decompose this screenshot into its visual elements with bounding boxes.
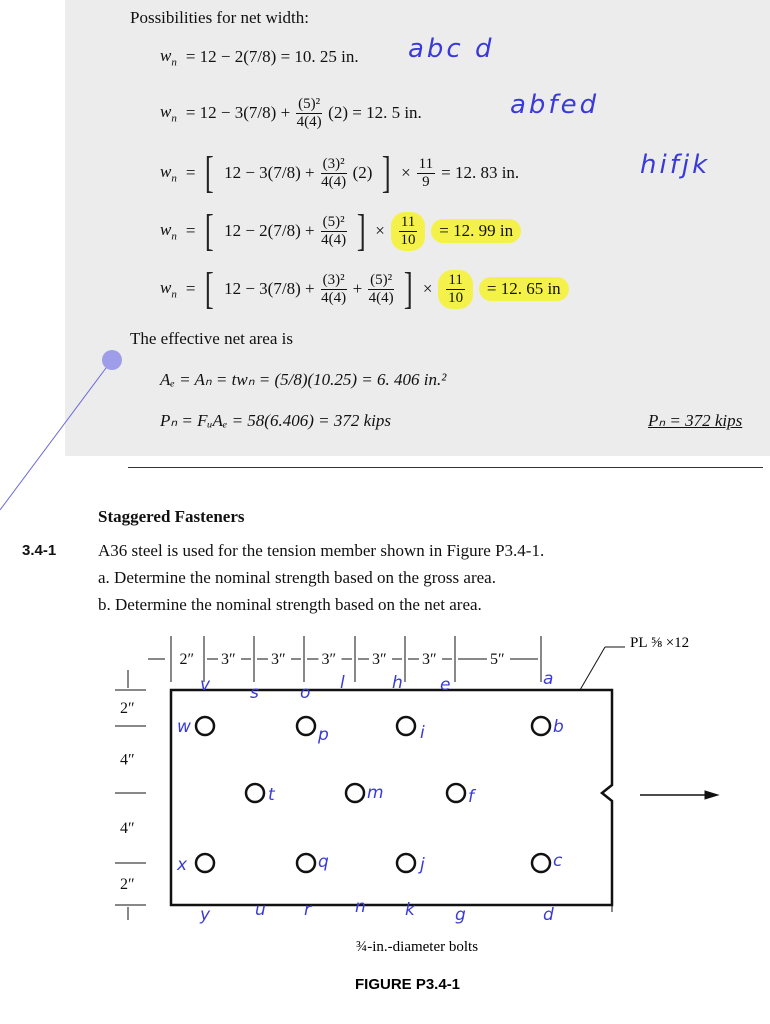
bolt-hole — [447, 784, 465, 802]
denominator: 4(4) — [321, 231, 347, 248]
numerator: (5)² — [322, 213, 345, 230]
handwritten-label: w — [177, 717, 191, 737]
bracket: [ — [205, 148, 215, 197]
horizontal-dimension: 3″ — [221, 651, 236, 668]
equation-text: (2) — [352, 163, 373, 182]
horizontal-dimension: 5″ — [490, 651, 505, 668]
denominator: 4(4) — [296, 113, 322, 130]
handwritten-label: j — [420, 855, 425, 875]
vertical-dimension: 4″ — [120, 820, 135, 837]
numerator: 11 — [448, 271, 463, 288]
bolt-hole — [297, 717, 315, 735]
handwritten-note: abc d — [408, 34, 495, 64]
denominator: 9 — [422, 173, 430, 190]
equation-lhs: $w_n$ — [160, 101, 177, 125]
bolt-hole — [297, 854, 315, 872]
equation-text: × — [401, 163, 411, 182]
highlighted-result: = 12. 65 in — [479, 277, 569, 301]
bracket: ] — [382, 148, 392, 197]
handwritten-label: h — [392, 673, 403, 693]
handwritten-label: k — [405, 900, 415, 920]
equation-text: + — [352, 279, 363, 298]
handwritten-note: hifjk — [640, 150, 711, 180]
handwritten-labels — [176, 669, 564, 925]
equation-text: × — [422, 279, 433, 298]
equation-text: = — [185, 163, 196, 182]
bolt-hole — [532, 717, 550, 735]
nominal-strength-equation: Pₙ = FᵤAₑ = 58(6.406) = 372 kips — [160, 411, 391, 430]
equation-text: × — [375, 221, 385, 240]
numerator: 11 — [400, 213, 416, 230]
problem-number: 3.4-1 — [22, 542, 57, 559]
equation-text: = 12 − 3(7/8) + — [185, 103, 291, 122]
plate-outline — [171, 690, 612, 905]
horizontal-dimension: 3″ — [321, 651, 337, 668]
handwritten-label: c — [553, 851, 563, 871]
tension-arrowhead — [705, 791, 718, 799]
equation-text: = — [185, 279, 196, 298]
plate-leader — [580, 647, 605, 690]
horizontal-dimension: 3″ — [372, 651, 387, 668]
handwritten-label: p — [318, 725, 329, 745]
vertical-dimension: 2″ — [120, 876, 135, 893]
handwritten-label: e — [440, 675, 451, 695]
numerator: (3)² — [322, 271, 345, 288]
denominator: 10 — [448, 289, 464, 306]
effective-area-equation: Aₑ = Aₙ = twₙ = (5/8)(10.25) = 6. 406 in.² — [160, 370, 447, 389]
handwritten-label: q — [318, 852, 329, 872]
nominal-strength-answer: Pₙ = 372 kips — [648, 411, 743, 430]
handwritten-label: s — [250, 683, 259, 703]
bracket: [ — [205, 264, 215, 313]
problem-part-a: a. Determine the nominal strength based on the gross area. — [98, 568, 496, 587]
figure-caption: FIGURE P3.4-1 — [355, 976, 461, 993]
problem-statement: A36 steel is used for the tension member shown in Figure P3.4-1. — [98, 541, 545, 560]
equation-lhs: $w_n$ — [160, 219, 177, 243]
bracket: [ — [205, 206, 215, 255]
denominator: 10 — [400, 231, 416, 248]
equation-text: 12 − 3(7/8) + — [224, 163, 315, 182]
problem-part-b: b. Determine the nominal strength based on the net area. — [98, 595, 482, 614]
numerator: (5)² — [370, 271, 393, 288]
handwritten-label: f — [468, 787, 474, 807]
bolt-hole — [346, 784, 364, 802]
equation-text: 12 − 2(7/8) + — [224, 221, 315, 240]
handwritten-label: i — [420, 723, 425, 743]
handwritten-note: abfed — [510, 90, 600, 120]
equation-lhs: $w_n$ — [160, 45, 177, 69]
handwritten-label: b — [553, 717, 564, 737]
handwritten-label: v — [200, 675, 211, 695]
bolt-hole — [397, 717, 415, 735]
equation-text: 12 − 3(7/8) + — [224, 279, 315, 298]
plate-label: PL ⅝ ×12 — [630, 635, 690, 651]
handwritten-label: n — [355, 897, 366, 917]
handwritten-label: u — [255, 900, 266, 920]
horizontal-dimension: 3″ — [422, 651, 437, 668]
denominator: 4(4) — [368, 289, 394, 306]
bolt-hole — [532, 854, 550, 872]
numerator: (5)² — [298, 95, 321, 112]
numerator: 11 — [418, 155, 434, 172]
equation-text: = 12 − 2(7/8) = 10. 25 in. — [185, 47, 359, 66]
equation-lhs: $w_n$ — [160, 277, 177, 301]
effective-area-label: The effective net area is — [130, 329, 293, 348]
vertical-dimension: 4″ — [120, 751, 135, 769]
handwritten-label: x — [177, 855, 188, 875]
equation-text: = — [185, 221, 196, 240]
handwritten-label: d — [543, 905, 554, 925]
equation-lhs: $w_n$ — [160, 161, 177, 185]
equation-text: = 12. 83 in. — [441, 163, 520, 182]
handwritten-label: y — [200, 905, 211, 925]
bolt-hole — [246, 784, 264, 802]
handwritten-label: m — [367, 783, 384, 803]
bolts-label: ¾-in.-diameter bolts — [356, 939, 479, 955]
bracket: ] — [404, 264, 413, 313]
bolt-hole — [397, 854, 415, 872]
numerator: (3)² — [322, 155, 345, 172]
denominator: 4(4) — [321, 173, 347, 190]
handwritten-label: r — [304, 900, 311, 920]
handwritten-label: t — [268, 785, 275, 805]
bolt-hole — [196, 854, 214, 872]
section-title: Staggered Fasteners — [98, 507, 245, 526]
horizontal-dimension: 2″ — [179, 651, 195, 668]
solution-heading: Possibilities for net width: — [130, 8, 309, 27]
denominator: 4(4) — [321, 289, 347, 306]
handwritten-label: o — [300, 683, 311, 703]
handwritten-label: g — [455, 905, 466, 925]
equation-text: (2) = 12. 5 in. — [328, 103, 422, 122]
bracket: ] — [356, 206, 366, 255]
bolt-hole — [196, 717, 214, 735]
handwritten-label: a — [543, 669, 554, 689]
handwritten-label: l — [340, 673, 345, 693]
horizontal-dimension: 3″ — [271, 651, 286, 668]
vertical-dimension: 2″ — [120, 700, 135, 717]
highlighted-result: = 12. 99 in — [431, 219, 521, 243]
